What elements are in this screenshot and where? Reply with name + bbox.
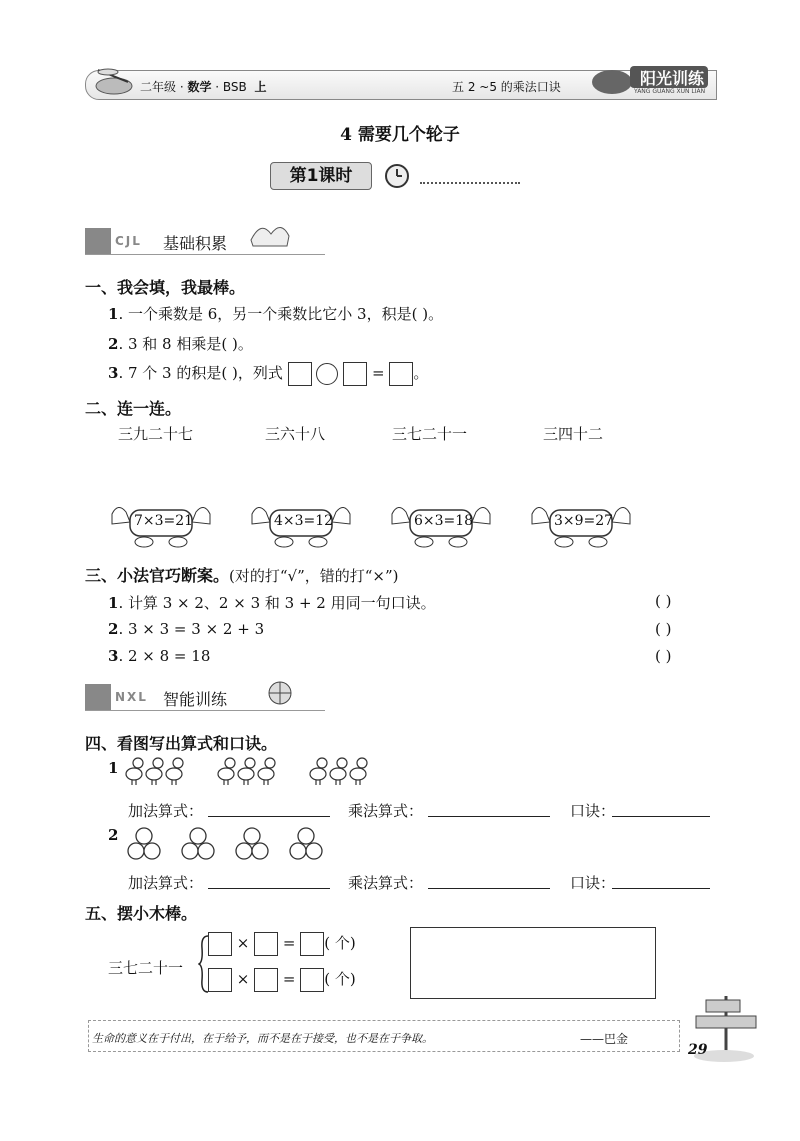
- brand-logo: [590, 62, 710, 98]
- rhyme-2[interactable]: 三六十八: [265, 425, 326, 443]
- q3-title: 三、小法官巧断案。: [85, 566, 230, 585]
- q3-item-text: . 计算 3 × 2、2 × 3 和 3 + 2 用同一句口诀。: [118, 594, 436, 612]
- answer-box[interactable]: [343, 362, 367, 386]
- car-1[interactable]: [108, 500, 214, 552]
- car-label: 4×3=12: [274, 513, 334, 529]
- rhyme-answer-2[interactable]: [612, 872, 710, 889]
- q3-item-text: . 3 × 3 = 3 × 2 + 3: [118, 620, 265, 638]
- section-basic-title: 基础积累: [163, 234, 228, 253]
- brand-name: 阳光训练: [640, 69, 705, 88]
- car-label: 6×3=18: [414, 513, 474, 529]
- car-2[interactable]: [248, 500, 354, 552]
- rhyme-4[interactable]: 三四十二: [543, 425, 604, 443]
- q1-item-num: 2: [108, 335, 119, 353]
- q1-item-num: 3: [108, 364, 119, 382]
- add-label-1: 加法算式：: [128, 802, 204, 820]
- drawing-area[interactable]: [410, 927, 656, 999]
- add-answer-2[interactable]: [208, 872, 330, 889]
- add-answer-1[interactable]: [208, 800, 330, 817]
- mul-label-1: 乘法算式：: [348, 802, 424, 820]
- q4-title: 四、看图写出算式和口诀。: [85, 734, 278, 753]
- q5-title: 五、摆小木棒。: [85, 904, 198, 923]
- brand-pinyin: YANG GUANG XUN LIAN: [634, 88, 706, 95]
- q4-item-num: 1: [108, 759, 119, 777]
- section-smart-title: 智能训练: [163, 690, 228, 709]
- globe-icon: [265, 678, 299, 708]
- q3-heading: [85, 563, 399, 586]
- q3-item-num: 3: [108, 647, 119, 665]
- hands-icon: [247, 216, 293, 250]
- page-number: 29: [688, 1042, 708, 1058]
- equals-sign: =: [282, 934, 296, 952]
- q1-item-3: [108, 362, 428, 386]
- q1-item-num: 1: [108, 305, 119, 323]
- q1-item-2: [108, 333, 253, 354]
- q3-item-num: 1: [108, 594, 119, 612]
- header-grade: 二年级 ·: [140, 80, 188, 94]
- q3-item-text: . 2 × 8 = 18: [118, 647, 211, 665]
- sentence-end: 。: [413, 364, 429, 382]
- q3-item-1: [108, 592, 436, 613]
- judge-paren-2[interactable]: ( ): [655, 620, 672, 638]
- answer-box[interactable]: [300, 932, 324, 956]
- circles-illustration: [124, 826, 344, 862]
- answer-box[interactable]: [300, 968, 324, 992]
- lesson-banner: [270, 160, 530, 192]
- car-label: 7×3=21: [134, 513, 194, 529]
- car-3[interactable]: [388, 500, 494, 552]
- answer-box[interactable]: [254, 932, 278, 956]
- header-edition: · BSB: [211, 80, 247, 94]
- answer-box[interactable]: [288, 362, 312, 386]
- section-basic-letter-block: [85, 228, 111, 254]
- q1-item-text: . 7 个 3 的积是( )，列式: [118, 364, 283, 382]
- times-sign: ×: [236, 970, 250, 988]
- q1-item-1: [108, 303, 443, 324]
- section-smart-code: NXL: [115, 690, 148, 704]
- header-course: [140, 78, 266, 95]
- q5-rhyme: 三七二十一: [108, 959, 184, 977]
- mul-answer-1[interactable]: [428, 800, 550, 817]
- answer-box[interactable]: [254, 968, 278, 992]
- section-smart-banner: [85, 684, 325, 711]
- rhyme-label-1: 口诀：: [570, 802, 616, 820]
- times-sign: ×: [236, 934, 250, 952]
- q5-equation-2: [208, 968, 356, 992]
- answer-box[interactable]: [389, 362, 413, 386]
- q3-item-num: 2: [108, 620, 119, 638]
- mul-answer-2[interactable]: [428, 872, 550, 889]
- header-unit: 五 2 ~5 的乘法口诀: [452, 80, 561, 94]
- banner-decoration: [420, 174, 520, 184]
- q3-note: (对的打“√”，错的打“×”): [229, 567, 399, 585]
- lesson-label: 第1课时: [270, 162, 372, 190]
- equals-sign: =: [282, 970, 296, 988]
- alarm-clock-icon: [382, 160, 412, 190]
- unit-label: ( 个): [324, 934, 356, 952]
- add-label-2: 加法算式：: [128, 874, 204, 892]
- q1-item-text: . 3 和 8 相乘是( )。: [118, 335, 253, 353]
- equals-sign: =: [371, 364, 385, 382]
- q2-title: 二、连一连。: [85, 399, 182, 418]
- dragonfly-icon: [88, 60, 140, 98]
- q1-item-text: . 一个乘数是 6，另一个乘数比它小 3，积是( )。: [118, 305, 444, 323]
- q4-item-num: 2: [108, 826, 119, 844]
- section-basic-banner: [85, 228, 325, 255]
- judge-paren-1[interactable]: ( ): [655, 592, 672, 610]
- quote-author: ——巴金: [580, 1032, 629, 1046]
- ducks-illustration: [122, 752, 392, 786]
- page-title: 4 需要几个轮子: [340, 125, 460, 145]
- header-subject: 数学: [187, 80, 212, 94]
- q3-item-3: [108, 647, 210, 665]
- q1-title: 一、我会填，我最棒。: [85, 278, 246, 297]
- unit-label: ( 个): [324, 970, 356, 988]
- q5-equation-1: [208, 932, 356, 956]
- q3-item-2: [108, 620, 264, 638]
- rhyme-3[interactable]: 三七二十一: [392, 425, 468, 443]
- rhyme-label-2: 口诀：: [570, 874, 616, 892]
- section-basic-code: CJL: [115, 234, 142, 248]
- answer-box[interactable]: [208, 968, 232, 992]
- quote-text: 生命的意义在于付出，在于给予，而不是在于接受，也不是在于争取。: [92, 1032, 433, 1045]
- judge-paren-3[interactable]: ( ): [655, 647, 672, 665]
- section-smart-letter-block: [85, 684, 111, 710]
- car-label: 3×9=27: [554, 513, 614, 529]
- car-4[interactable]: [528, 500, 634, 552]
- rhyme-answer-1[interactable]: [612, 800, 710, 817]
- mul-label-2: 乘法算式：: [348, 874, 424, 892]
- answer-box[interactable]: [208, 932, 232, 956]
- header-term: 上: [254, 80, 267, 94]
- operator-circle[interactable]: [316, 363, 338, 385]
- rhyme-1[interactable]: 三九二十七: [118, 425, 194, 443]
